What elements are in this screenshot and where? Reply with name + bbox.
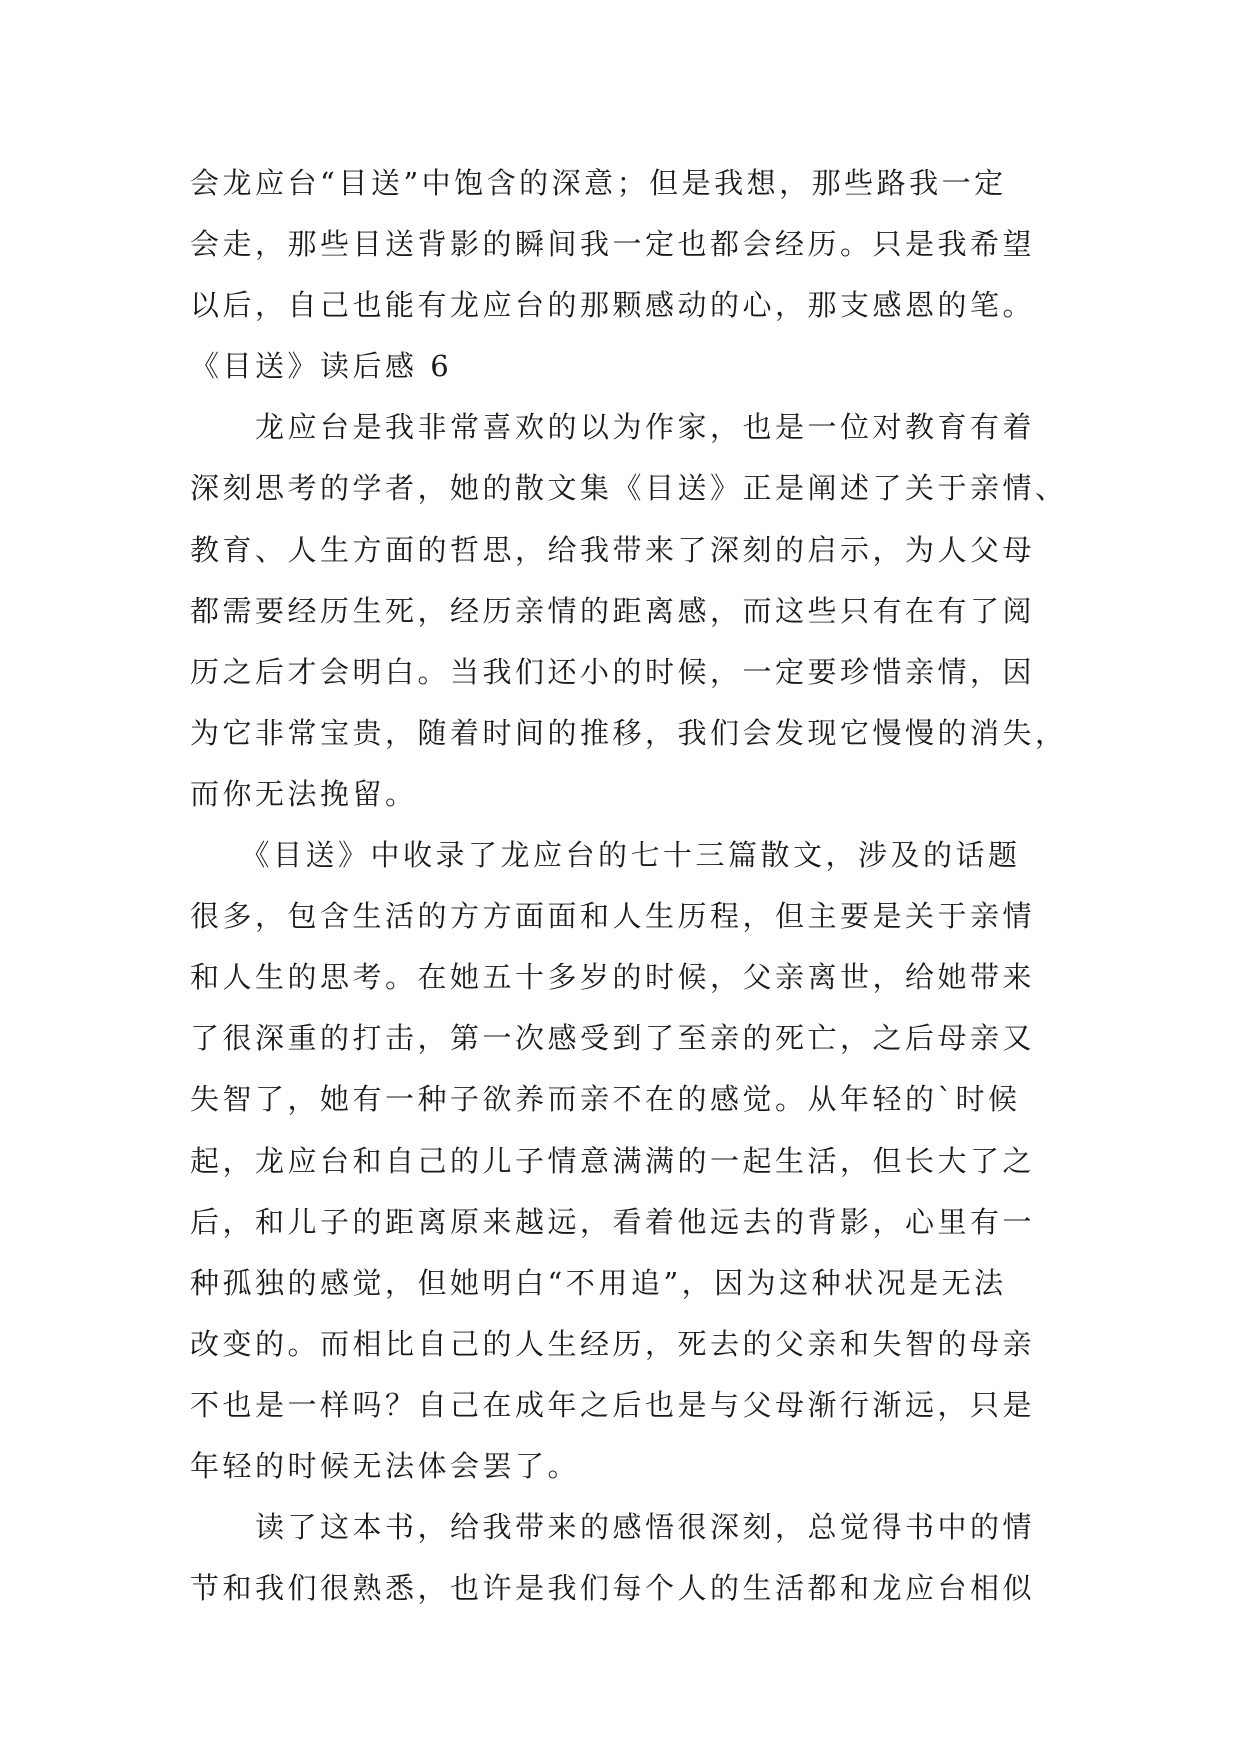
text-line: 后，和儿子的距离原来越远，看着他远去的背影，心里有一	[190, 1204, 1036, 1239]
text-line: 《目送》中收录了龙应台的七十三篇散文，涉及的话题	[190, 838, 1021, 873]
text-line: 以后，自己也能有龙应台的那颗感动的心，那支感恩的笔。	[190, 288, 1036, 323]
text-line: 历之后才会明白。当我们还小的时候，一定要珍惜亲情，因	[190, 654, 1036, 689]
text-line: 深刻思考的学者，她的散文集《目送》正是阐述了关于亲情、	[190, 471, 1068, 506]
text-line: 为它非常宝贵，随着时间的推移，我们会发现它慢慢的消失，	[190, 715, 1068, 750]
text-line: 和人生的思考。在她五十多岁的时候，父亲离世，给她带来	[190, 960, 1036, 995]
document-body	[190, 163, 1068, 1629]
text-line: 年轻的时候无法体会罢了。	[190, 1448, 581, 1483]
text-line: 教育、人生方面的哲思，给我带来了深刻的启示，为人父母	[190, 532, 1036, 567]
text-line: 会龙应台“目送”中饱含的深意；但是我想，那些路我一定	[190, 166, 1007, 200]
text-line: 了很深重的打击，第一次感受到了至亲的死亡，之后母亲又	[190, 1021, 1036, 1056]
text-line: 龙应台是我非常喜欢的以为作家，也是一位对教育有着	[190, 410, 1036, 445]
text-line: 很多，包含生活的方方面面和人生历程，但主要是关于亲情	[190, 899, 1036, 934]
text-line: 都需要经历生死，经历亲情的距离感，而这些只有在有了阅	[190, 593, 1036, 628]
text-line: 起，龙应台和自己的儿子情意满满的一起生活，但长大了之	[190, 1143, 1036, 1178]
text-line: 节和我们很熟悉，也许是我们每个人的生活都和龙应台相似	[190, 1571, 1036, 1606]
section-heading: 《目送》读后感 6	[190, 349, 453, 384]
text-line: 读了这本书，给我带来的感悟很深刻，总觉得书中的情	[190, 1510, 1036, 1545]
text-line: 种孤独的感觉，但她明白“不用追”，因为这种状况是无法	[190, 1265, 1007, 1300]
text-line: 改变的。而相比自己的人生经历，死去的父亲和失智的母亲	[190, 1326, 1036, 1361]
text-line: 而你无法挽留。	[190, 776, 418, 811]
text-line: 会走，那些目送背影的瞬间我一定也都会经历。只是我希望	[190, 227, 1036, 262]
text-line: 失智了，她有一种子欲养而亲不在的感觉。从年轻的`时候	[190, 1082, 1021, 1117]
text-line: 不也是一样吗？自己在成年之后也是与父母渐行渐远，只是	[190, 1387, 1036, 1422]
